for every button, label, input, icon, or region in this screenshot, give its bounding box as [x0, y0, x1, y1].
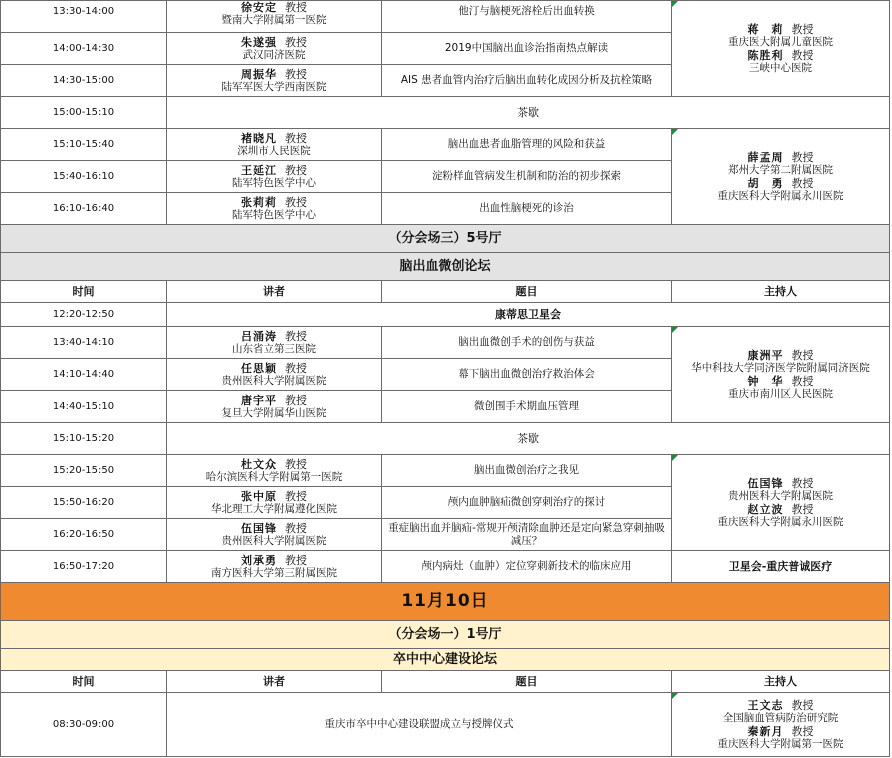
host-cell	[672, 693, 890, 757]
topic-cell: 淀粉样血管病发生机制和防治的初步探索	[382, 161, 672, 193]
speaker-hospital: 深圳市人民医院	[237, 144, 311, 157]
time-cell: 16:20-16:50	[1, 519, 167, 551]
time-cell: 14:10-14:40	[1, 359, 167, 391]
host-name: 陈胜利	[747, 48, 784, 62]
speaker-hospital: 武汉同济医院	[242, 48, 306, 61]
speaker-name: 周振华	[241, 67, 277, 81]
speaker-title: 教授	[285, 521, 307, 535]
table-row	[1, 693, 890, 757]
column-header-row	[1, 671, 890, 693]
speaker-hospital: 陆军特色医学中心	[232, 208, 316, 221]
host-hospital: 重庆医科大学附属永川医院	[717, 189, 844, 202]
table-row	[1, 129, 890, 161]
speaker-title: 教授	[285, 163, 307, 177]
speaker-cell	[167, 33, 382, 65]
speaker-hospital: 哈尔滨医科大学附属第一医院	[205, 470, 343, 483]
speaker-hospital: 南方医科大学第三附属医院	[211, 566, 337, 579]
host-hospital: 重庆市南川区人民医院	[728, 387, 833, 400]
speaker-name: 伍国锋	[241, 521, 277, 535]
speaker-hospital: 华北理工大学附属遵化医院	[211, 502, 337, 515]
speaker-hospital: 复旦大学附属华山医院	[221, 406, 327, 419]
speaker-hospital: 陆军特色医学中心	[232, 176, 316, 189]
date-title: 11月10日	[1, 583, 890, 621]
speaker-hospital: 暨南大学附属第一医院	[221, 14, 327, 26]
speaker-title: 教授	[285, 195, 307, 209]
host-hospital: 华中科技大学同济医学院附属同济医院	[691, 361, 870, 374]
forum-row	[1, 649, 890, 671]
forum-title: 脑出血微创论坛	[1, 253, 890, 281]
speaker-cell	[167, 129, 382, 161]
time-cell: 15:00-15:10	[1, 97, 167, 129]
speaker-cell	[167, 327, 382, 359]
break-label: 茶歇	[167, 97, 890, 129]
topic-cell: 脑出血患者血脂管理的风险和获益	[382, 129, 672, 161]
header-topic: 题目	[382, 281, 672, 303]
speaker-name: 吕涌涛	[241, 329, 277, 343]
host-cell	[672, 327, 890, 423]
speaker-cell	[167, 359, 382, 391]
header-time: 时间	[1, 281, 167, 303]
time-cell: 16:10-16:40	[1, 193, 167, 225]
speaker-title: 教授	[285, 393, 307, 407]
header-speaker: 讲者	[167, 281, 382, 303]
venue-row	[1, 225, 890, 253]
speaker-title: 教授	[285, 67, 307, 81]
speaker-hospital: 贵州医科大学附属医院	[221, 534, 327, 547]
column-header-row	[1, 281, 890, 303]
speaker-title: 教授	[285, 131, 307, 145]
speaker-name: 张中原	[241, 489, 277, 503]
speaker-hospital: 山东省立第三医院	[232, 342, 316, 355]
topic-cell: 颅内病灶（血肿）定位穿刺新技术的临床应用	[382, 551, 672, 583]
host-hospital: 贵州医科大学附属医院	[728, 489, 833, 502]
host-hospital: 重庆医科大学附属第一医院	[717, 737, 844, 750]
header-speaker: 讲者	[167, 671, 382, 693]
speaker-cell	[167, 391, 382, 423]
topic-cell: 脑出血微创治疗之我见	[382, 455, 672, 487]
speaker-cell	[167, 487, 382, 519]
break-label: 茶歇	[167, 423, 890, 455]
speaker-cell	[167, 519, 382, 551]
speaker-title: 教授	[285, 457, 307, 471]
speaker-name: 杜文众	[241, 457, 277, 471]
time-cell: 16:50-17:20	[1, 551, 167, 583]
speaker-title: 教授	[285, 361, 307, 375]
speaker-name: 朱遂强	[241, 35, 277, 49]
host-cell	[672, 1, 890, 97]
venue-title: （分会场三）5号厅	[1, 225, 890, 253]
time-cell: 12:20-12:50	[1, 303, 167, 327]
time-cell: 15:10-15:20	[1, 423, 167, 455]
host-name: 王文志	[747, 698, 784, 712]
speaker-title: 教授	[285, 553, 307, 567]
topic-cell: 重症脑出血并脑疝-常规开颅清除血肿还是定向紧急穿刺抽吸减压？	[382, 519, 672, 551]
host-hospital: 全国脑血管病防治研究院	[722, 711, 839, 724]
speaker-title: 教授	[285, 489, 307, 503]
host-name: 伍国锋	[747, 476, 784, 490]
speaker-cell	[167, 65, 382, 97]
venue-title: （分会场一）1号厅	[1, 621, 890, 649]
break-row	[1, 97, 890, 129]
speaker-cell	[167, 1, 382, 33]
break-row	[1, 423, 890, 455]
topic-cell: 幕下脑出血微创治疗救治体会	[382, 359, 672, 391]
sponsor-row	[1, 303, 890, 327]
host-hospital: 重庆医科大学附属永川医院	[717, 515, 844, 528]
speaker-name: 徐安定	[241, 1, 277, 14]
time-cell: 14:30-15:00	[1, 65, 167, 97]
host-name: 康洲平	[747, 348, 784, 362]
speaker-hospital: 贵州医科大学附属医院	[221, 374, 327, 387]
host-title: 教授	[791, 724, 814, 738]
speaker-name: 张莉莉	[241, 195, 277, 209]
topic-cell: 出血性脑梗死的诊治	[382, 193, 672, 225]
topic-cell: AIS 患者血管内治疗后脑出血转化成因分析及抗栓策略	[382, 65, 672, 97]
table-row	[1, 327, 890, 359]
host-name: 胡 勇	[747, 176, 784, 190]
forum-title: 卒中中心建设论坛	[1, 649, 890, 671]
host-name: 薛孟周	[747, 150, 784, 164]
time-cell: 13:40-14:10	[1, 327, 167, 359]
host-name: 钟 华	[747, 374, 784, 388]
forum-row	[1, 253, 890, 281]
satellite-host-cell: 卫星会-重庆普诚医疗	[672, 551, 890, 583]
topic-cell: 2019中国脑出血诊治指南热点解读	[382, 33, 672, 65]
speaker-name: 褚晓凡	[241, 131, 277, 145]
speaker-name: 刘承勇	[241, 553, 277, 567]
time-cell: 08:30-09:00	[1, 693, 167, 757]
host-title: 教授	[791, 150, 814, 164]
host-title: 教授	[791, 698, 814, 712]
speaker-hospital: 陆军军医大学西南医院	[221, 80, 327, 93]
host-cell	[672, 455, 890, 551]
speaker-cell	[167, 193, 382, 225]
host-title: 教授	[791, 348, 814, 362]
table-row	[1, 455, 890, 487]
host-hospital: 重庆医大附属儿童医院	[728, 35, 833, 48]
sponsor-label: 康蒂思卫星会	[167, 303, 890, 327]
time-cell: 13:30-14:00	[1, 1, 167, 33]
topic-cell: 微创围手术期血压管理	[382, 391, 672, 423]
time-cell: 14:40-15:10	[1, 391, 167, 423]
venue-row	[1, 621, 890, 649]
speaker-name: 王延江	[241, 163, 277, 177]
speaker-name: 唐宇平	[241, 393, 277, 407]
time-cell: 15:40-16:10	[1, 161, 167, 193]
time-cell: 15:50-16:20	[1, 487, 167, 519]
topic-cell: 颅内血肿脑疝微创穿刺治疗的探讨	[382, 487, 672, 519]
header-topic: 题目	[382, 671, 672, 693]
topic-cell: 脑出血微创手术的创伤与获益	[382, 327, 672, 359]
host-cell	[672, 129, 890, 225]
host-title: 教授	[791, 48, 814, 62]
speaker-cell	[167, 551, 382, 583]
host-name: 蒋 莉	[747, 22, 784, 36]
topic-cell: 他汀与脑梗死溶栓后出血转换	[382, 1, 672, 33]
host-title: 教授	[791, 22, 814, 36]
date-row	[1, 583, 890, 621]
host-name: 赵立波	[747, 502, 784, 516]
host-title: 教授	[791, 502, 814, 516]
speaker-cell	[167, 455, 382, 487]
host-title: 教授	[791, 476, 814, 490]
host-name: 秦新月	[747, 724, 784, 738]
speaker-title: 教授	[285, 35, 307, 49]
time-cell: 15:20-15:50	[1, 455, 167, 487]
header-time: 时间	[1, 671, 167, 693]
time-cell: 14:00-14:30	[1, 33, 167, 65]
speaker-cell	[167, 161, 382, 193]
header-host: 主持人	[672, 281, 890, 303]
speaker-title: 教授	[285, 329, 307, 343]
table-row	[1, 551, 890, 583]
host-title: 教授	[791, 374, 814, 388]
topic-cell: 重庆市卒中中心建设联盟成立与授牌仪式	[167, 693, 672, 757]
time-cell: 15:10-15:40	[1, 129, 167, 161]
header-host: 主持人	[672, 671, 890, 693]
table-row	[1, 1, 890, 33]
host-title: 教授	[791, 176, 814, 190]
speaker-title: 教授	[285, 1, 307, 14]
host-hospital: 郑州大学第二附属医院	[728, 163, 833, 176]
speaker-name: 任思颖	[241, 361, 277, 375]
host-hospital: 三峡中心医院	[749, 61, 812, 74]
